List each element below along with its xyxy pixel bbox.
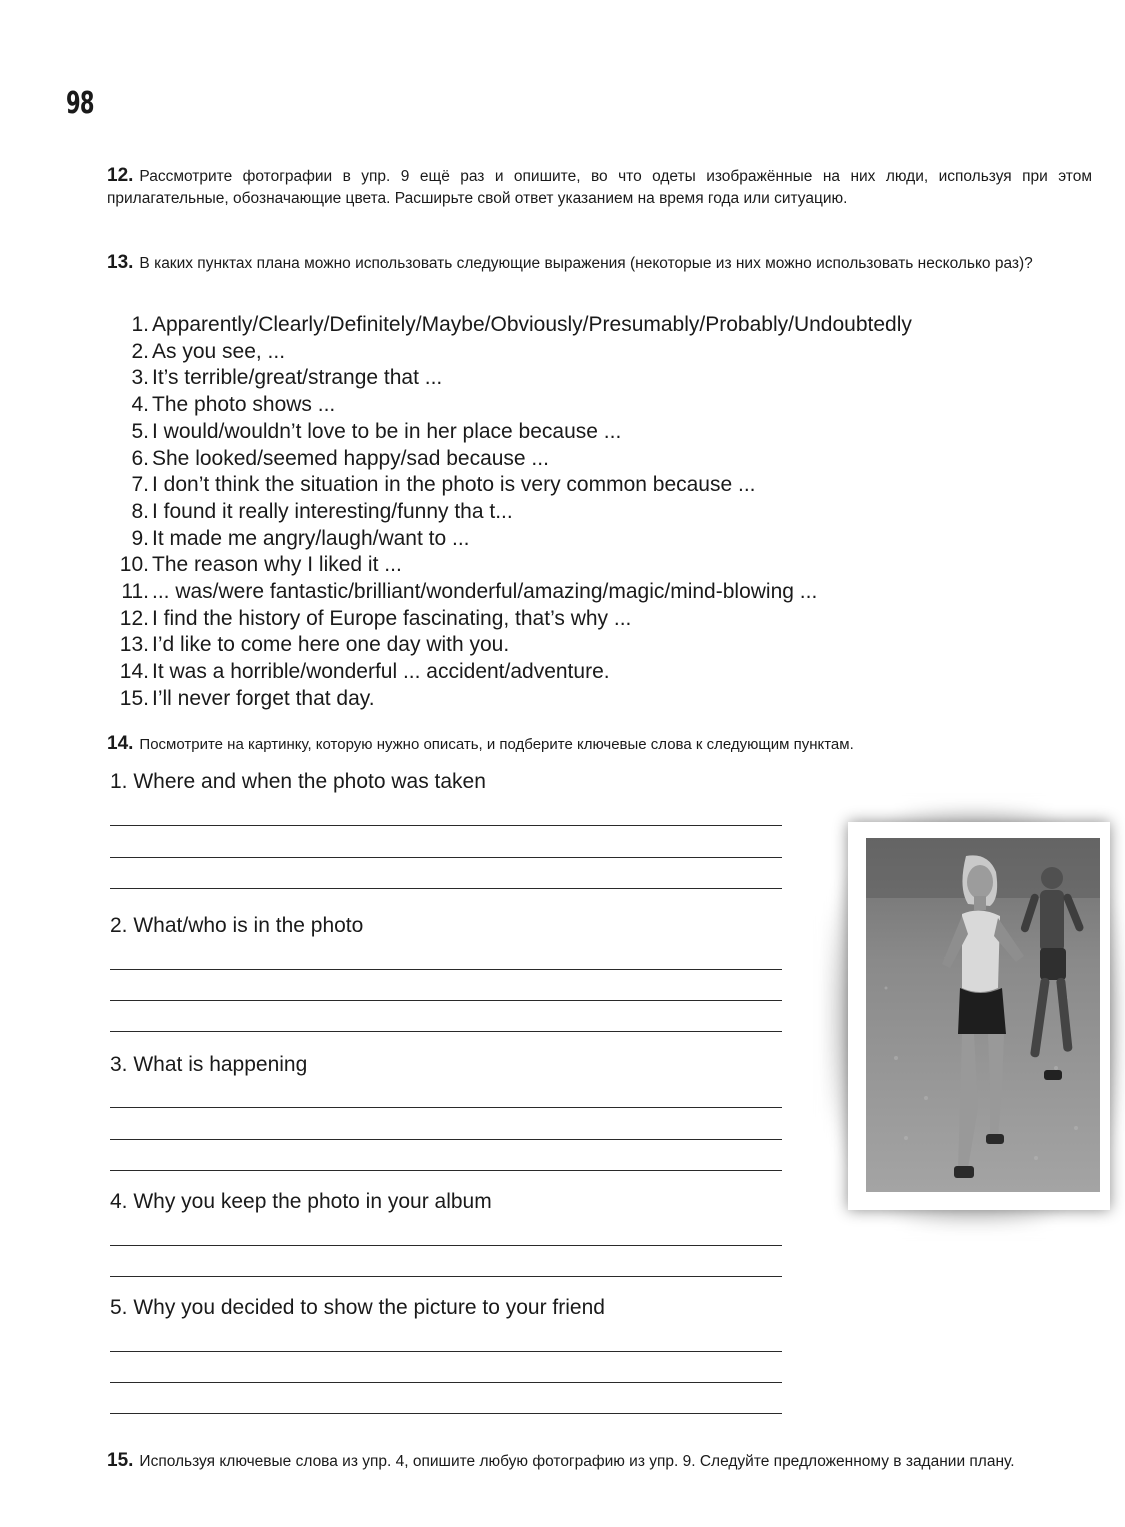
prompt-why-keep: 4. Why you keep the photo in your album: [110, 1190, 492, 1213]
list-item: [107, 312, 912, 339]
list-item: [107, 552, 912, 579]
answer-line[interactable]: [110, 1170, 782, 1171]
answer-line[interactable]: [110, 1276, 782, 1277]
list-item-text: I don’t think the situation in the photo is very common because ...: [152, 473, 756, 497]
list-item-number: 6.: [131, 446, 149, 470]
list-item-text: ... was/were fantastic/brilliant/wonderful/amazing/magic/mind-blowing ...: [152, 580, 818, 604]
answer-line[interactable]: [110, 1382, 782, 1383]
task-15-number: 15.: [107, 1450, 134, 1471]
list-item-number: 1.: [131, 313, 149, 336]
list-item-text: I’ll never forget that day.: [152, 686, 375, 710]
task-13: [107, 252, 1092, 275]
list-item-number: 14.: [119, 660, 149, 684]
list-item-text: I found it really interesting/funny tha t...: [152, 499, 513, 523]
list-item-number: 15.: [119, 686, 149, 710]
list-item: [107, 659, 912, 686]
list-item: [107, 499, 912, 526]
page-number: 98: [66, 86, 94, 121]
task-14-number: 14.: [107, 733, 134, 754]
list-item-text: It was a horrible/wonderful ... accident/adventure.: [152, 660, 610, 684]
task-15-text: Используя ключевые слова из упр. 4, опишите любую фотографию из упр. 9. Следуйте предложенному в задании плану.: [139, 1453, 1015, 1470]
runners-illustration: [866, 838, 1100, 1192]
list-item-text: It made me angry/laugh/want to ...: [152, 526, 470, 550]
list-item: [107, 365, 912, 392]
list-item-number: 4.: [131, 393, 149, 417]
answer-line[interactable]: [110, 1245, 782, 1246]
task-12-number: 12.: [107, 165, 134, 186]
photo-frame: [848, 822, 1110, 1210]
list-item-text: Apparently/Clearly/Definitely/Maybe/Obviously/Presumably/Probably/Undoubtedly: [152, 313, 912, 336]
answer-line[interactable]: [110, 857, 782, 858]
task-14: [107, 733, 1092, 756]
task-12-text: Рассмотрите фотографии в упр. 9 ещё раз и опишите, во что одеты изображённые на них люди, используя при этом прилагательные, обозначающие цвета. Расширьте свой ответ указанием на время года или ситуацию.: [107, 168, 1092, 207]
list-item: [107, 632, 912, 659]
list-item-text: It’s terrible/great/strange that ...: [152, 366, 443, 390]
list-item-text: The reason why I liked it ...: [152, 553, 402, 577]
list-item-number: 9.: [131, 526, 149, 550]
answer-line[interactable]: [110, 1031, 782, 1032]
list-item-number: 8.: [131, 499, 149, 523]
list-item: [107, 419, 912, 446]
list-item: [107, 446, 912, 473]
list-item-number: 3.: [131, 366, 149, 390]
list-item: [107, 686, 912, 713]
photo-runners: [866, 838, 1100, 1192]
answer-line[interactable]: [110, 888, 782, 889]
list-item-number: 12.: [119, 606, 149, 630]
answer-line[interactable]: [110, 1107, 782, 1108]
list-item-number: 10.: [119, 553, 149, 577]
list-item: [107, 472, 912, 499]
prompt-where-when: 1. Where and when the photo was taken: [110, 770, 486, 793]
list-item: [107, 526, 912, 553]
list-item: [107, 392, 912, 419]
answer-line[interactable]: [110, 969, 782, 970]
task-13-text: В каких пунктах плана можно использовать следующие выражения (некоторые из них можно использовать несколько раз)?: [139, 255, 1033, 272]
list-item-number: 11.: [121, 580, 149, 604]
task-12: [107, 165, 1092, 210]
phrase-list: [107, 312, 912, 713]
list-item-number: 13.: [119, 633, 149, 657]
list-item: [107, 606, 912, 633]
answer-line[interactable]: [110, 825, 782, 826]
prompt-what-happening: 3. What is happening: [110, 1053, 308, 1076]
task-13-number: 13.: [107, 252, 134, 273]
list-item-text: I find the history of Europe fascinating, that’s why ...: [152, 606, 632, 630]
list-item: [107, 579, 912, 606]
answer-line[interactable]: [110, 1351, 782, 1352]
list-item-number: 2.: [131, 339, 149, 363]
list-item: [107, 339, 912, 366]
list-item-text: I’d like to come here one day with you.: [152, 633, 510, 657]
answer-line[interactable]: [110, 1413, 782, 1414]
list-item-text: She looked/seemed happy/sad because ...: [152, 446, 549, 470]
answer-line[interactable]: [110, 1139, 782, 1140]
prompt-what-who: 2. What/who is in the photo: [110, 914, 364, 937]
list-item-text: The photo shows ...: [152, 393, 336, 417]
list-item-text: As you see, ...: [152, 339, 286, 363]
task-14-text: Посмотрите на картинку, которую нужно описать, и подберите ключевые слова к следующим пунктам.: [139, 736, 854, 753]
list-item-number: 5.: [131, 419, 149, 443]
list-item-number: 7.: [131, 473, 149, 497]
list-item-text: I would/wouldn’t love to be in her place because ...: [152, 419, 622, 443]
answer-line[interactable]: [110, 1000, 782, 1001]
prompt-why-show: 5. Why you decided to show the picture to your friend: [110, 1296, 605, 1319]
task-15: [107, 1450, 1092, 1473]
